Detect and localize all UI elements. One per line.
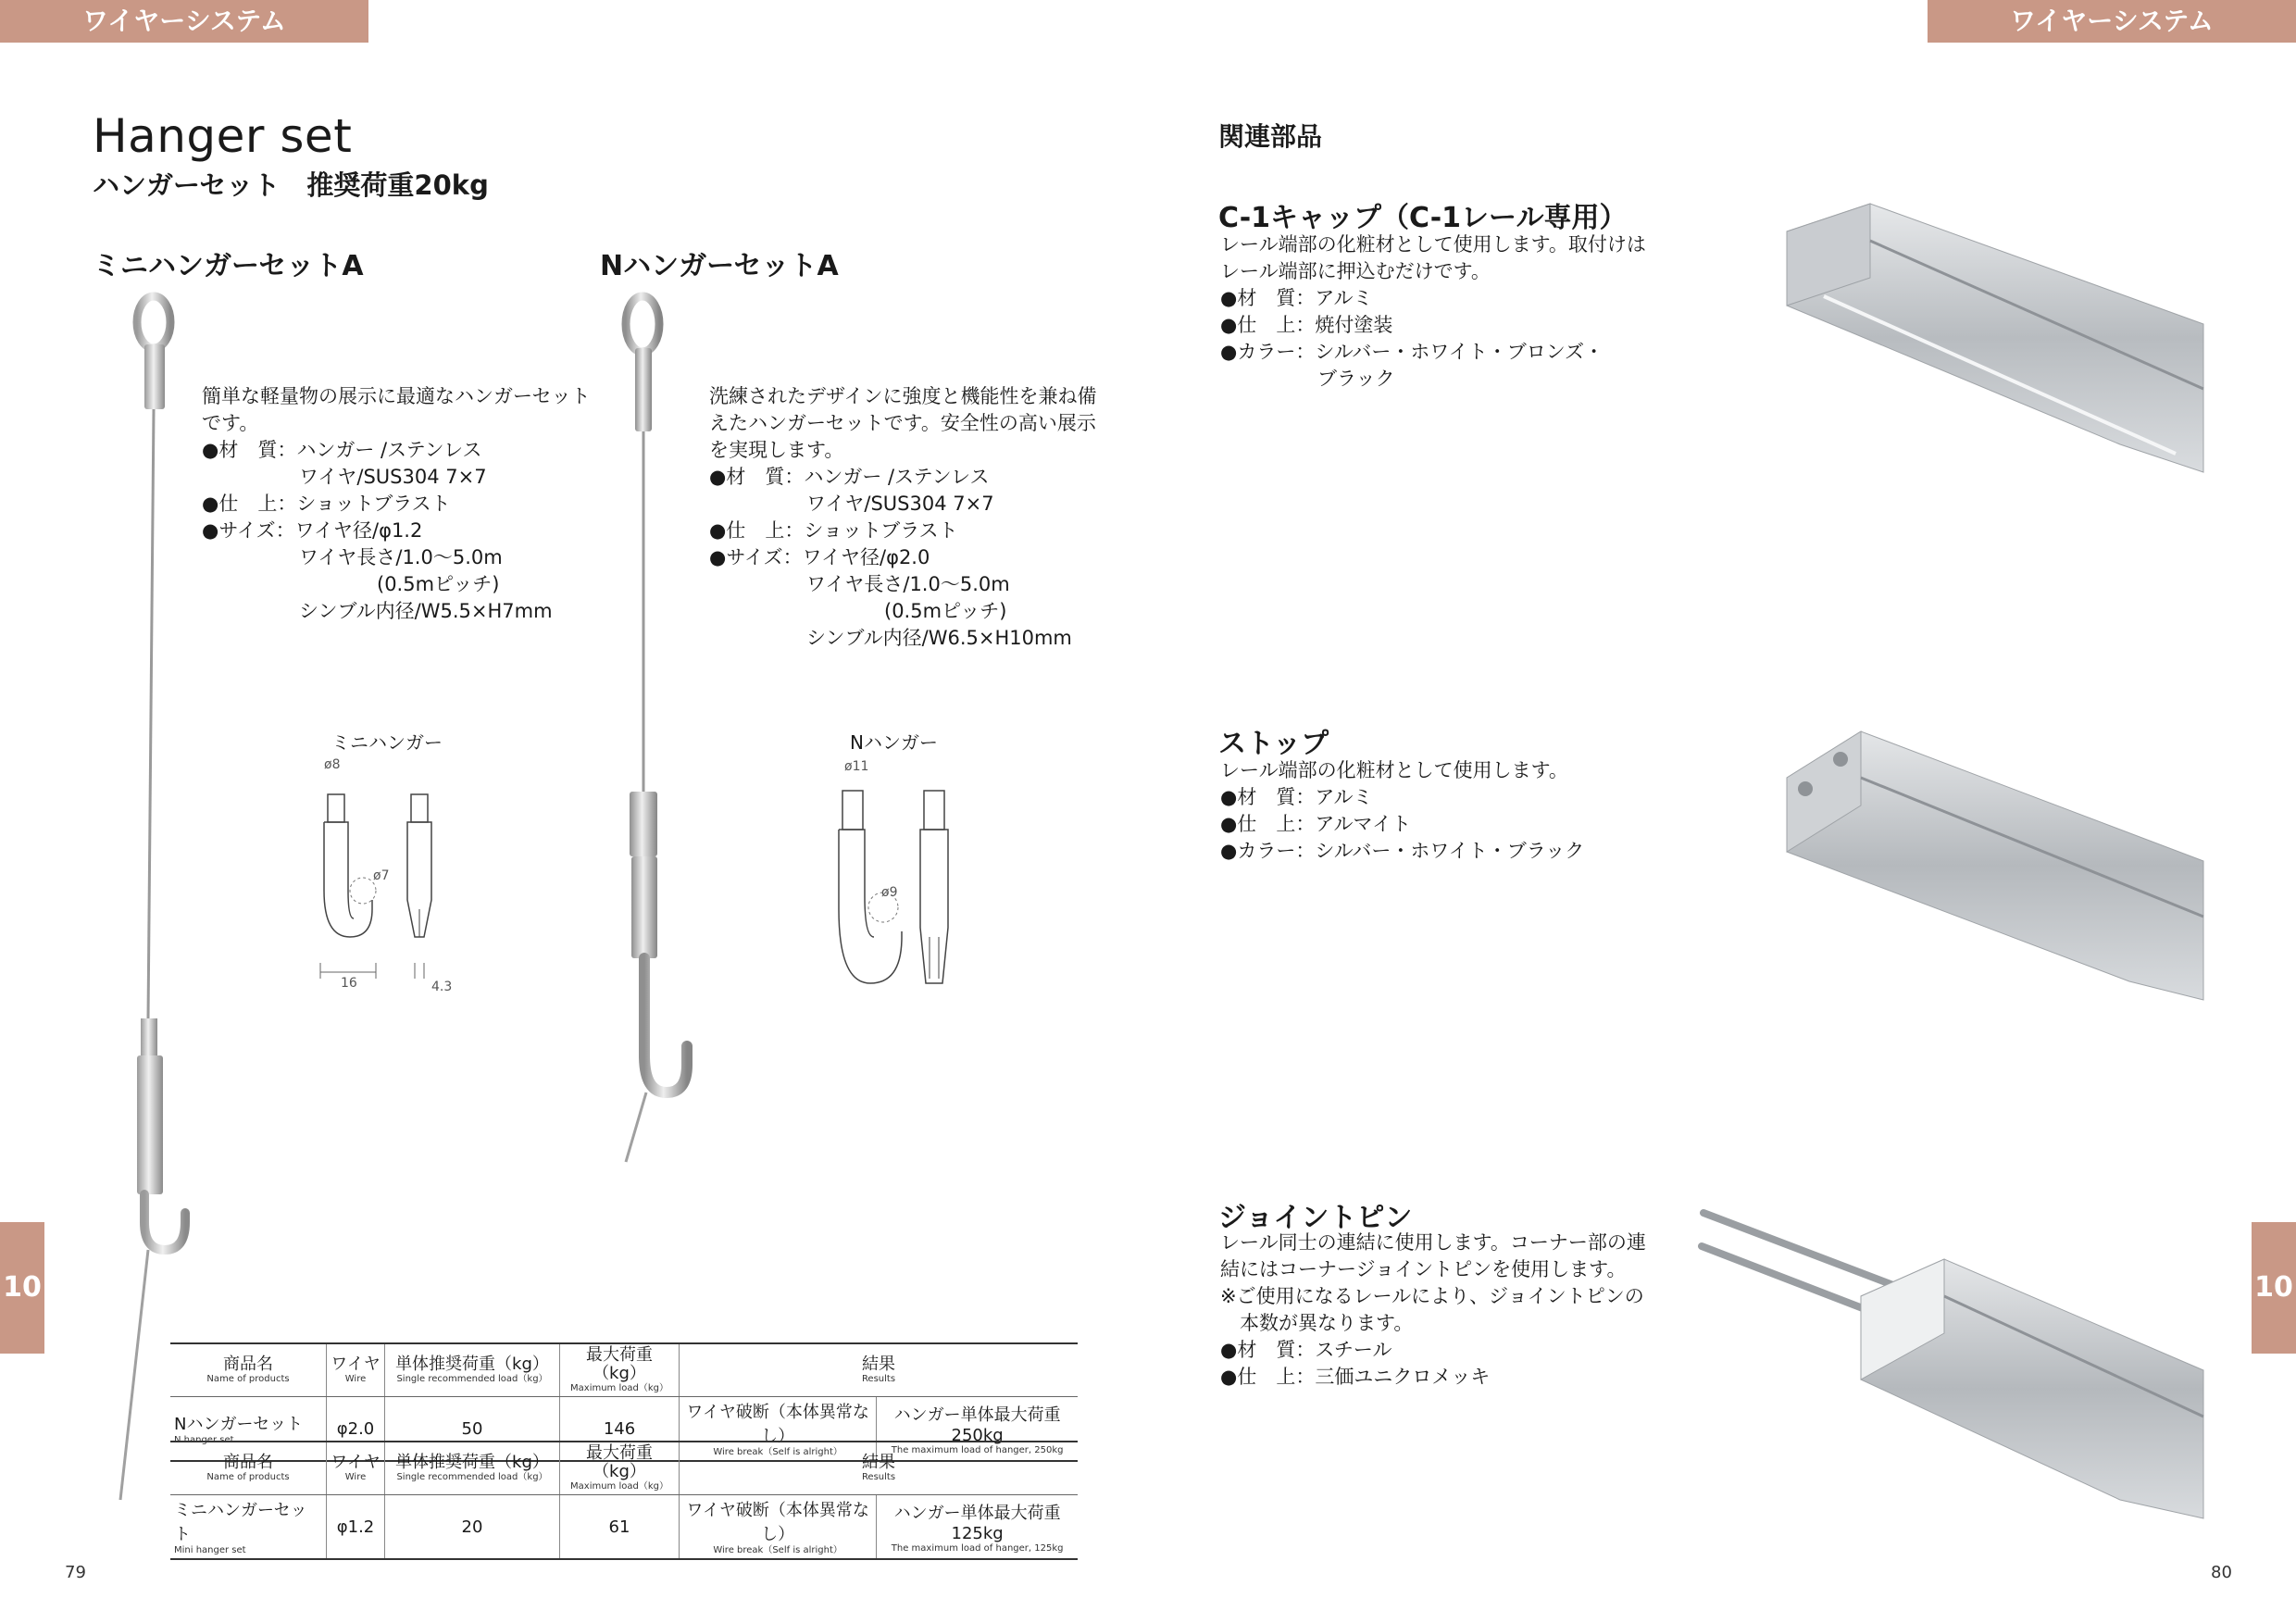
stop-description: レール端部の化粧材として使用します。 ●材 質：アルミ ●仕 上：アルマイト ●カラー：シルバー・ホワイト・ブラック	[1220, 759, 1585, 862]
th-product: 商品名	[223, 1355, 273, 1374]
th-max: 最大荷重（kg）	[586, 1443, 653, 1481]
cap-description: レール端部の化粧材として使用します。取付けは レール端部に押込むだけです。 ●材 質：アルミ ●仕 上：焼付塗装 ●カラー：シルバー・ホワイト・ブロンズ・ ブラック	[1220, 233, 1646, 390]
n-set-title: NハンガーセットA	[600, 250, 839, 282]
header-tab-right: ワイヤーシステム	[1928, 0, 2296, 43]
th-results-en: Results	[861, 1472, 896, 1482]
n-row-max: 146	[560, 1397, 680, 1462]
th-product-en: Name of products	[206, 1374, 290, 1384]
mini-hanger-photo	[93, 287, 241, 1509]
chapter-tab-left: 10	[0, 1222, 44, 1354]
mini-dim-hole: ø7	[373, 868, 390, 883]
cap-title: C-1キャップ（C-1レール専用）	[1218, 202, 1628, 234]
mini-dim-thickness: 4.3	[431, 980, 453, 994]
n-row-single: 50	[385, 1397, 560, 1462]
page-number-right: 80	[2211, 1563, 2232, 1582]
n-dim-top: ø11	[844, 759, 869, 774]
mini-row-name-en: Mini hanger set	[174, 1545, 246, 1555]
mini-row-wire: φ1.2	[327, 1495, 385, 1560]
page-title: Hanger set	[93, 109, 353, 163]
joint-pin-rail-photo	[1694, 1194, 2213, 1528]
th-wire: ワイヤ	[331, 1355, 381, 1374]
n-dim-hole: ø9	[881, 885, 898, 900]
chapter-tab-right: 10	[2252, 1222, 2296, 1354]
n-hanger-diagram-label: Nハンガー	[850, 731, 938, 754]
mini-dim-width: 16	[341, 976, 357, 991]
page-subtitle: ハンガーセット 推奨荷重20kg	[93, 169, 489, 201]
n-row-name: Nハンガーセット	[174, 1415, 304, 1434]
joint-title: ジョイントピン	[1218, 1202, 1413, 1234]
mini-hanger-diagram-label: ミニハンガー	[331, 731, 443, 754]
th-single: 単体推奨荷重（kg）	[395, 1355, 549, 1374]
th-results: 結果	[862, 1355, 895, 1374]
joint-description: レール同士の連結に使用します。コーナー部の連 結にはコーナージョイントピンを使用します。 ※ご使用になるレールにより、ジョイントピンの 本数が異なります。 ●材 質：スチール ●仕 上：三価ユニクロメッキ	[1220, 1231, 1646, 1388]
mini-hanger-load-table	[170, 1441, 1078, 1560]
th-max-en: Maximum load（kg）	[570, 1383, 668, 1393]
th-wire-en: Wire	[344, 1374, 367, 1384]
th-results: 結果	[862, 1453, 895, 1472]
th-results-en: Results	[861, 1374, 896, 1384]
th-product: 商品名	[223, 1453, 273, 1472]
n-row-result1-en: Wire break（Self is alright）	[713, 1447, 842, 1457]
mini-row-result2-en: The maximum load of hanger, 125kg	[891, 1542, 1064, 1554]
n-row-wire: φ2.0	[327, 1397, 385, 1462]
header-tab-left: ワイヤーシステム	[0, 0, 368, 43]
th-single: 単体推奨荷重（kg）	[395, 1453, 549, 1472]
mini-row-result1: ワイヤ破断（本体異常なし）	[686, 1501, 869, 1544]
page-number-left: 79	[65, 1563, 86, 1582]
n-row-result1: ワイヤ破断（本体異常なし）	[686, 1403, 869, 1446]
mini-row-name: ミニハンガーセット	[174, 1501, 307, 1544]
mini-row-result2: ハンガー単体最大荷重125kg	[893, 1503, 1061, 1543]
th-max-en: Maximum load（kg）	[570, 1481, 668, 1492]
mini-set-description: 簡単な軽量物の展示に最適なハンガーセット です。 ●材 質：ハンガー /ステンレス ワイヤ/SUS304 7×7 ●仕 上：ショットブラスト ●サイズ：ワイヤ径/φ1.2 ワイヤ長さ/1.0～5.0m (0.5mピッチ) シンブル内径/W5.5×H7mm	[202, 385, 591, 622]
th-product-en: Name of products	[206, 1472, 290, 1482]
mini-row-max: 61	[560, 1495, 680, 1560]
th-wire-en: Wire	[344, 1472, 367, 1482]
th-single-en: Single recommended load（kg）	[396, 1472, 548, 1482]
mini-row-result1-en: Wire break（Self is alright）	[713, 1545, 842, 1555]
th-max: 最大荷重（kg）	[586, 1345, 653, 1383]
stop-rail-photo	[1778, 722, 2213, 1009]
mini-row-single: 20	[385, 1495, 560, 1560]
th-wire: ワイヤ	[331, 1453, 381, 1472]
th-single-en: Single recommended load（kg）	[396, 1374, 548, 1384]
stop-title: ストップ	[1218, 728, 1329, 760]
n-set-description: 洗練されたデザインに強度と機能性を兼ね備 えたハンガーセットです。安全性の高い展示 を実現します。 ●材 質：ハンガー /ステンレス ワイヤ/SUS304 7×7 ●仕 上：ショットブラスト ●サイズ：ワイヤ径/φ2.0 ワイヤ長さ/1.0～5.0m (0.5mピッチ) シンブル内径/W6.5×H10mm	[709, 385, 1097, 649]
mini-hanger-diagram	[306, 752, 491, 1002]
n-hanger-diagram	[824, 752, 1009, 993]
n-hanger-photo	[602, 287, 750, 1167]
related-heading: 関連部品	[1218, 121, 1323, 152]
n-row-name-en: N hanger set	[174, 1435, 234, 1445]
table-row	[170, 1495, 1078, 1560]
mini-dim-top: ø8	[324, 757, 341, 772]
n-row-result2-en: The maximum load of hanger, 250kg	[891, 1444, 1064, 1455]
n-row-result2: ハンガー単体最大荷重250kg	[893, 1405, 1061, 1445]
mini-set-title: ミニハンガーセットA	[93, 250, 364, 282]
c1-cap-rail-photo	[1768, 185, 2213, 481]
